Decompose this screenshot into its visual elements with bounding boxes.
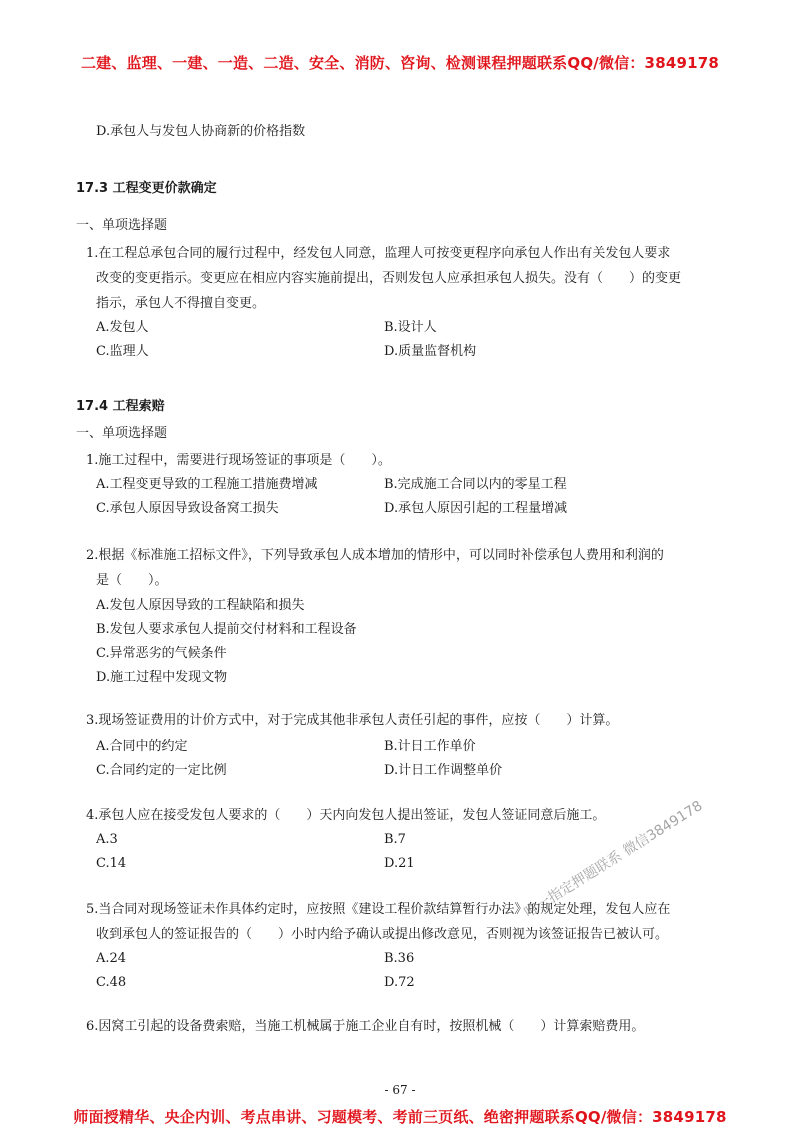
question-stem: 改变的变更指示。变更应在相应内容实施前提出，否则发包人应承担承包人损失。没有（ ）的变更	[96, 271, 682, 286]
page-number: - 67 -	[384, 1083, 416, 1097]
question-stem: 是（ ）。	[96, 573, 168, 588]
question-type-label: 一、单项选择题	[76, 218, 168, 233]
question-type-label: 一、单项选择题	[76, 426, 168, 441]
option-c: C.14	[96, 856, 127, 871]
question-stem: 5.当合同对现场签证未作具体约定时，应按照《建设工程价款结算暂行办法》的规定处理，发包人应在	[86, 902, 671, 917]
option-d: D.承包人原因引起的工程量增减	[384, 501, 568, 516]
option-d: D.计日工作调整单价	[384, 763, 503, 778]
option-d: D.21	[384, 856, 415, 871]
option-c: C.监理人	[96, 344, 149, 359]
option-a: A.24	[96, 951, 127, 966]
header-banner: 二建、监理、一建、一造、二造、安全、消防、咨询、检测课程押题联系QQ/微信：3849178	[80, 54, 720, 72]
option-d: D.72	[384, 975, 415, 990]
question-stem: 4.承包人应在接受发包人要求的（ ）天内向发包人提出签证，发包人签证同意后施工。	[86, 808, 606, 823]
question-stem: 1.施工过程中，需要进行现场签证的事项是（ ）。	[86, 453, 391, 468]
option-b: B.7	[384, 832, 406, 847]
footer-banner: 师面授精华、央企内训、考点串讲、习题模考、考前三页纸、绝密押题联系QQ/微信：3849178	[73, 1108, 727, 1126]
option-c: C.合同约定的一定比例	[96, 763, 227, 778]
question-stem: 指示，承包人不得擅自变更。	[96, 296, 266, 311]
question-stem: 2.根据《标准施工招标文件》，下列导致承包人成本增加的情形中，可以同时补偿承包人费用和利润的	[86, 548, 664, 563]
option-a: A.发包人	[96, 320, 149, 335]
option-a: A.合同中的约定	[96, 739, 188, 754]
option-d: D.质量监督机构	[384, 344, 477, 359]
option-a: A.发包人原因导致的工程缺陷和损失	[96, 598, 305, 613]
question-stem: 1.在工程总承包合同的履行过程中，经发包人同意，监理人可按变更程序向承包人作出有关发包人要求	[86, 246, 671, 261]
option-b: B.计日工作单价	[384, 739, 476, 754]
section-heading-17-4: 17.4 工程索赔	[76, 399, 165, 414]
option-b: B.36	[384, 951, 415, 966]
section-heading-17-3: 17.3 工程变更价款确定	[76, 181, 217, 196]
carryover-option: D.承包人与发包人协商新的价格指数	[96, 124, 306, 139]
option-b: B.发包人要求承包人提前交付材料和工程设备	[96, 622, 357, 637]
option-c: C.48	[96, 975, 127, 990]
option-c: C.承包人原因导致设备窝工损失	[96, 501, 279, 516]
option-b: B.完成施工合同以内的零星工程	[384, 477, 567, 492]
question-stem: 3.现场签证费用的计价方式中，对于完成其他非承包人责任引起的事件，应按（ ）计算。	[86, 713, 619, 728]
option-b: B.设计人	[384, 320, 437, 335]
option-a: A.工程变更导致的工程施工措施费增减	[96, 477, 318, 492]
option-c: C.异常恶劣的气候条件	[96, 646, 227, 661]
question-stem: 收到承包人的签证报告的（ ）小时内给予确认或提出修改意见，否则视为该签证报告已被认可。	[96, 927, 669, 942]
option-d: D.施工过程中发现文物	[96, 670, 228, 685]
watermark: 唯一指定押题联系 微信3849178	[521, 797, 706, 922]
question-stem: 6.因窝工引起的设备费索赔，当施工机械属于施工企业自有时，按照机械（ ）计算索赔费用。	[86, 1019, 645, 1034]
option-a: A.3	[96, 832, 118, 847]
